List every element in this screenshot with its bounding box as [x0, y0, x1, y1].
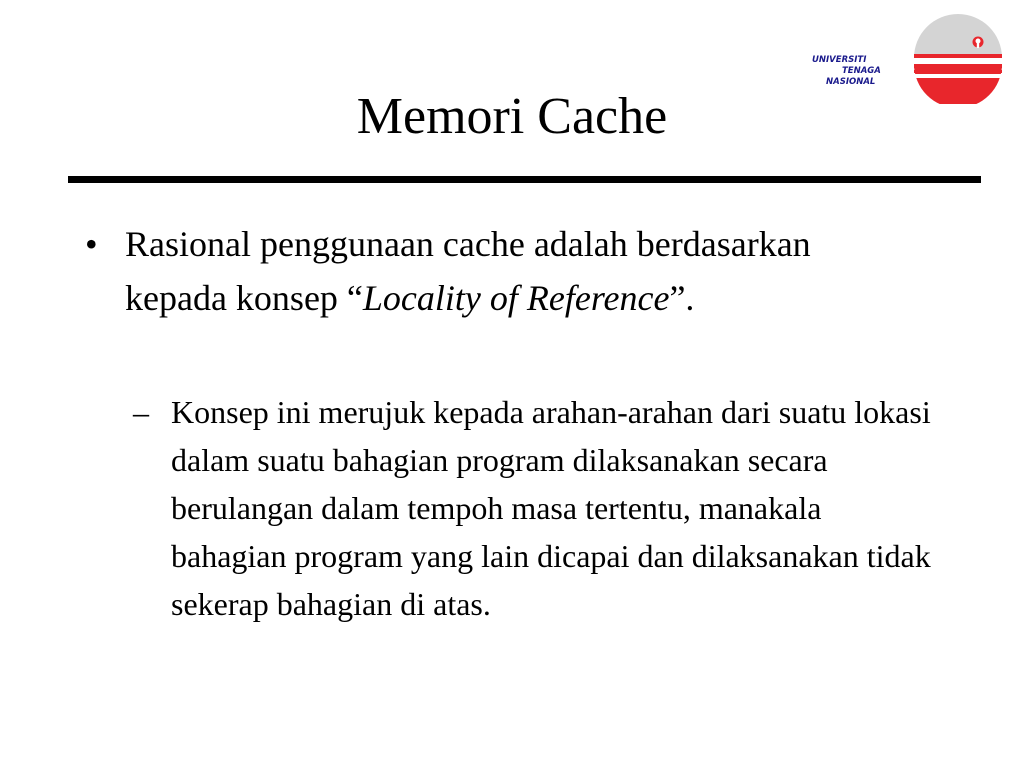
bullet-level-1 [85, 217, 885, 325]
bullet-1-text-before: Rasional penggunaan cache adalah berdasarkan kepada konsep “ [125, 224, 811, 318]
logo-text-line-1: UNIVERSITI [812, 55, 867, 65]
title-divider [68, 176, 981, 183]
logo-text-line-3: NASIONAL [826, 77, 876, 87]
sub-bullet-marker: – [133, 394, 149, 430]
bullet-2-text: Konsep ini merujuk kepada arahan-arahan dari suatu lokasi dalam suatu bahagian program dilaksanakan secara berulangan dalam tempoh masa tertentu, manakala bahagian program yang lain dicapai dan dilaksanakan tidak sekerap bahagian di atas. [171, 394, 931, 622]
logo-text-line-2: TENAGA [842, 66, 881, 76]
bullet-level-2 [133, 388, 933, 628]
bullet-marker: • [85, 224, 98, 264]
bullet-1-text [125, 217, 885, 325]
bullet-1-text-after: ”. [669, 278, 695, 318]
bullet-1-text-italic: Locality of Reference [362, 278, 670, 318]
slide-title: Memori Cache [356, 88, 668, 145]
